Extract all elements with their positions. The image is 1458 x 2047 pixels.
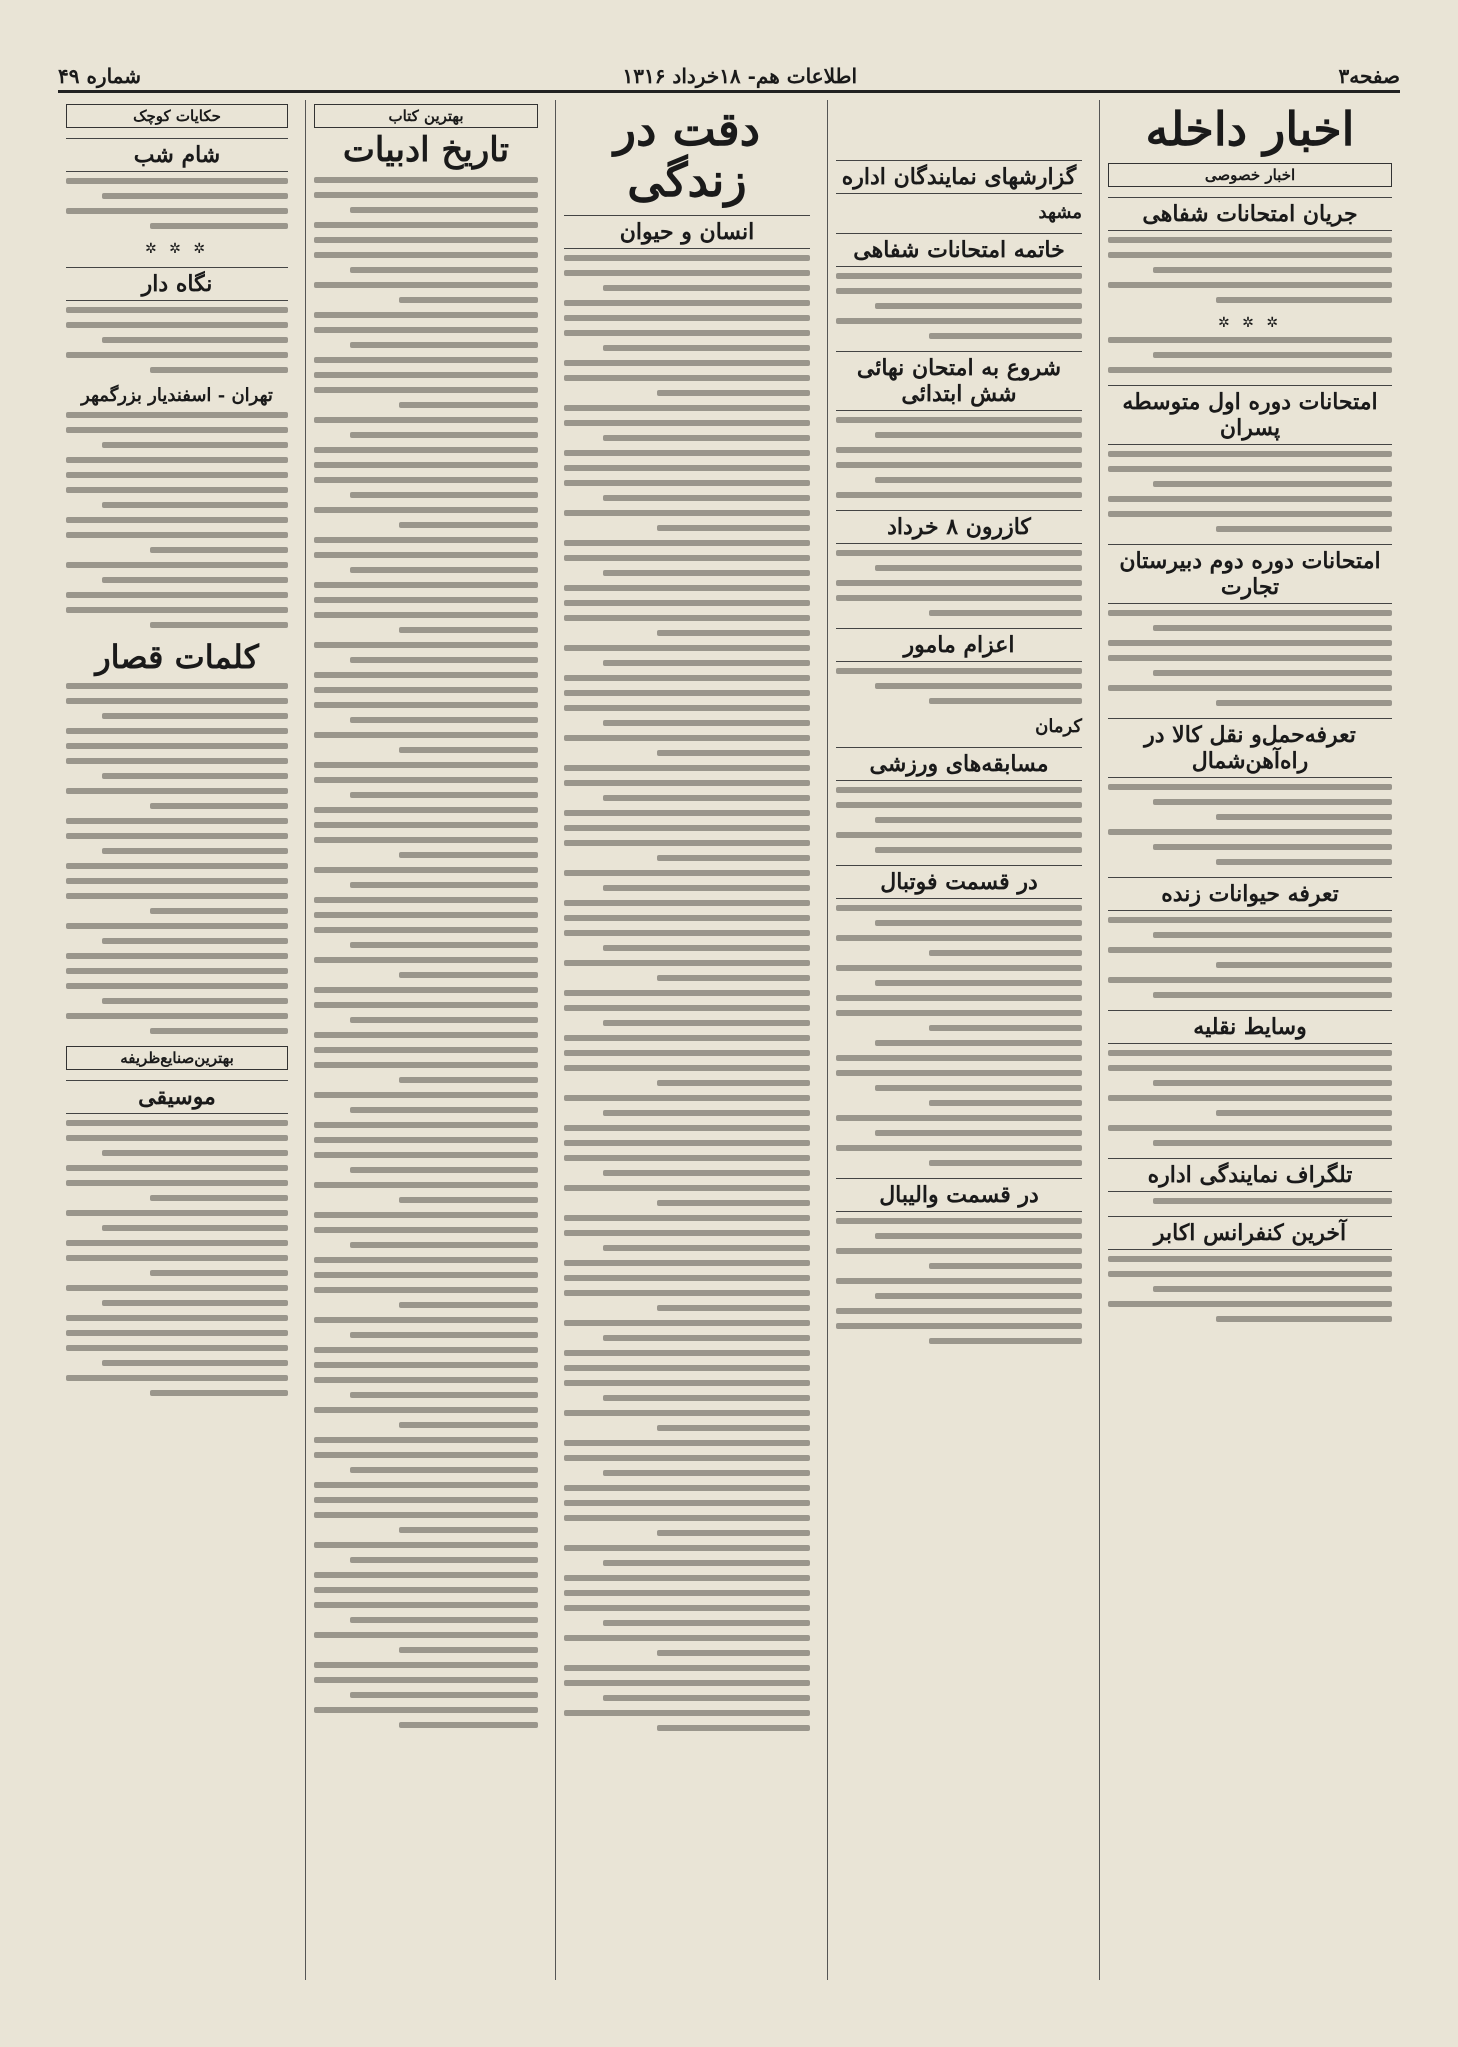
section-heading: شروع به امتحان نهائی شش ابتدائی <box>836 351 1082 411</box>
section-heading: تعرفه حیوانات زنده <box>1108 877 1392 911</box>
section-heading: امتحانات دوره دوم دبیرستان تجارت <box>1108 544 1392 604</box>
column-title: تاریخ ادبیات <box>342 130 510 170</box>
column-short-stories: حکایات کوچک شام شب ✲ ✲ ✲ نگاه دار تهران - اسفندیار بزرگمهر کلمات قصار بهترین‌صنایع‌ظریفه موسیقی <box>58 100 296 1980</box>
column-subtitle: گزارشهای نمایندگان اداره <box>836 160 1082 194</box>
section-heading: مشهد <box>1038 202 1082 223</box>
masthead <box>58 62 1400 93</box>
section-heading: تعرفه‌حمل‌و نقل کالا در راه‌آهن‌شمال <box>1108 718 1392 778</box>
issue-date: اطلاعات هم- ۱۸خرداد ۱۳۱۶ <box>622 64 858 88</box>
column-title: دقت در زندگی <box>613 102 761 207</box>
page-label: صفحه۳ <box>1338 64 1400 88</box>
section-heading: امتحانات دوره اول متوسطه پسران <box>1108 385 1392 445</box>
column-kicker: اخبار خصوصی <box>1108 163 1392 187</box>
section-heading: وسایط نقلیه <box>1108 1010 1392 1044</box>
section-heading: شام شب <box>66 138 288 172</box>
section-heading: مسابقه‌های ورزشی <box>836 747 1082 781</box>
column-feature <box>556 100 818 1980</box>
section-heading: در قسمت فوتبال <box>836 865 1082 899</box>
section-heading: خاتمه امتحانات شفاهی <box>836 233 1082 267</box>
section-heading: کلمات قصار <box>95 638 259 676</box>
section-heading: جریان امتحانات شفاهی <box>1108 197 1392 231</box>
section-heading: در قسمت والیبال <box>836 1178 1082 1212</box>
section-heading: تلگراف نمایندگی اداره <box>1108 1158 1392 1192</box>
column-kicker: حکایات کوچک <box>66 104 288 128</box>
column-provincial-reports <box>828 100 1090 1980</box>
section-heading: کازرون ۸ خرداد <box>836 510 1082 544</box>
section-heading: نگاه دار <box>66 267 288 301</box>
column-literature <box>306 100 546 1980</box>
column-kicker: بهترین کتاب <box>314 104 538 128</box>
section-heading: تهران - اسفندیار بزرگمهر <box>81 385 273 406</box>
section-heading: آخرین کنفرانس اکابر <box>1108 1216 1392 1250</box>
column-domestic-news: اخبار داخله اخبار خصوصی جریان امتحانات شفاهی ✲ ✲ ✲ امتحانات دوره اول متوسطه پسران امتحانات دوره دوم دبیرستان تجارت تعرفه‌حمل‌و نقل کالا در راه‌آهن‌شمال تعرفه حیوانات زنده وسایط نقلیه تلگراف نمایندگی اداره آخرین کنفرانس اکابر <box>1100 100 1400 1980</box>
column-title: اخبار داخله <box>1145 102 1355 156</box>
section-heading: موسیقی <box>66 1080 288 1114</box>
issue-number: شماره ۴۹ <box>58 64 141 88</box>
section-heading: کرمان <box>1035 716 1082 737</box>
column-subtitle: انسان و حیوان <box>564 215 810 249</box>
section-heading: اعزام مامور <box>836 628 1082 662</box>
section-heading: بهترین‌صنایع‌ظریفه <box>66 1046 288 1070</box>
